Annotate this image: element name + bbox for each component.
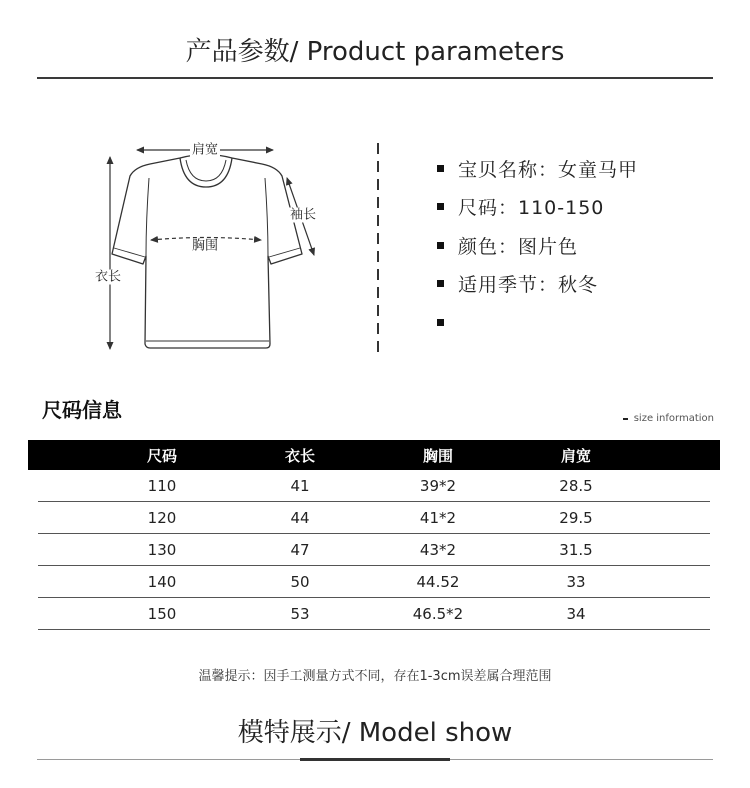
table-cell: 120 [147,508,177,527]
model-show-title: 模特展示/ Model show [237,718,513,748]
left-armhole-seam [146,178,149,256]
param-item-season [437,265,638,304]
param-text: 适用季节：秋冬 [458,274,599,297]
table-cell: 150 [147,604,177,623]
table-cell: 39*2 [419,476,457,495]
shoulder-width-label: 肩宽 [191,142,219,158]
table-cell: 50 [290,572,310,591]
param-item-name [437,149,638,188]
size-info-title: 尺码信息 [42,398,122,422]
size-table-body [38,470,710,630]
table-cell: 44.52 [416,572,460,591]
table-cell: 43*2 [419,540,457,559]
front-neckline [180,158,232,187]
bullet-square-icon [437,280,444,287]
table-row [38,534,710,566]
chest-label: 胸围 [191,238,219,254]
size-table-header [28,440,720,470]
table-cell: 28.5 [559,476,593,495]
header-size: 尺码 [146,446,177,465]
collar-rib [186,160,226,181]
sleeve-length-label: 袖长 [289,207,317,223]
param-item-size [437,188,638,227]
table-cell: 110 [147,476,177,495]
length-label: 衣长 [94,269,122,285]
table-row [38,470,710,502]
header-shoulder: 肩宽 [560,446,591,465]
table-row [38,598,710,630]
right-armhole-seam [265,178,268,256]
table-cell: 41*2 [419,508,457,527]
param-text: 宝贝名称：女童马甲 [458,158,639,181]
table-cell: 33 [566,572,586,591]
table-cell: 31.5 [559,540,593,559]
model-title-underline-accent [300,758,450,761]
table-cell: 44 [290,508,310,527]
table-row [38,502,710,534]
bullet-square-icon [437,242,444,249]
table-cell: 29.5 [559,508,593,527]
bullet-square-icon [437,165,444,172]
header-chest: 胸围 [422,446,453,465]
header-length: 衣长 [284,446,315,465]
bullet-square-icon [437,203,444,210]
param-item-color [437,226,638,265]
measurement-note: 温馨提示：因手工测量方式不同，存在1-3cm误差属合理范围 [198,669,552,684]
size-info-subtitle [623,412,714,426]
table-row [38,566,710,598]
product-parameters-title: 产品参数/ Product parameters [185,37,565,67]
bullet-square-icon [437,319,444,326]
dash-icon [623,418,628,420]
size-table-header-row [93,440,645,470]
table-cell: 34 [566,604,586,623]
table-cell: 140 [147,572,177,591]
table-cell: 41 [290,476,310,495]
table-cell: 130 [147,540,177,559]
dashed-divider [377,143,379,353]
param-item-empty [437,303,638,342]
title-underline [37,77,713,79]
param-text: 颜色：图片色 [458,235,579,258]
table-cell: 47 [290,540,310,559]
table-cell: 53 [290,604,310,623]
size-info-subtitle-text: size information [633,413,714,424]
param-text: 尺码：110-150 [458,197,605,220]
table-cell: 46.5*2 [412,604,464,623]
product-parameter-list [437,149,638,342]
